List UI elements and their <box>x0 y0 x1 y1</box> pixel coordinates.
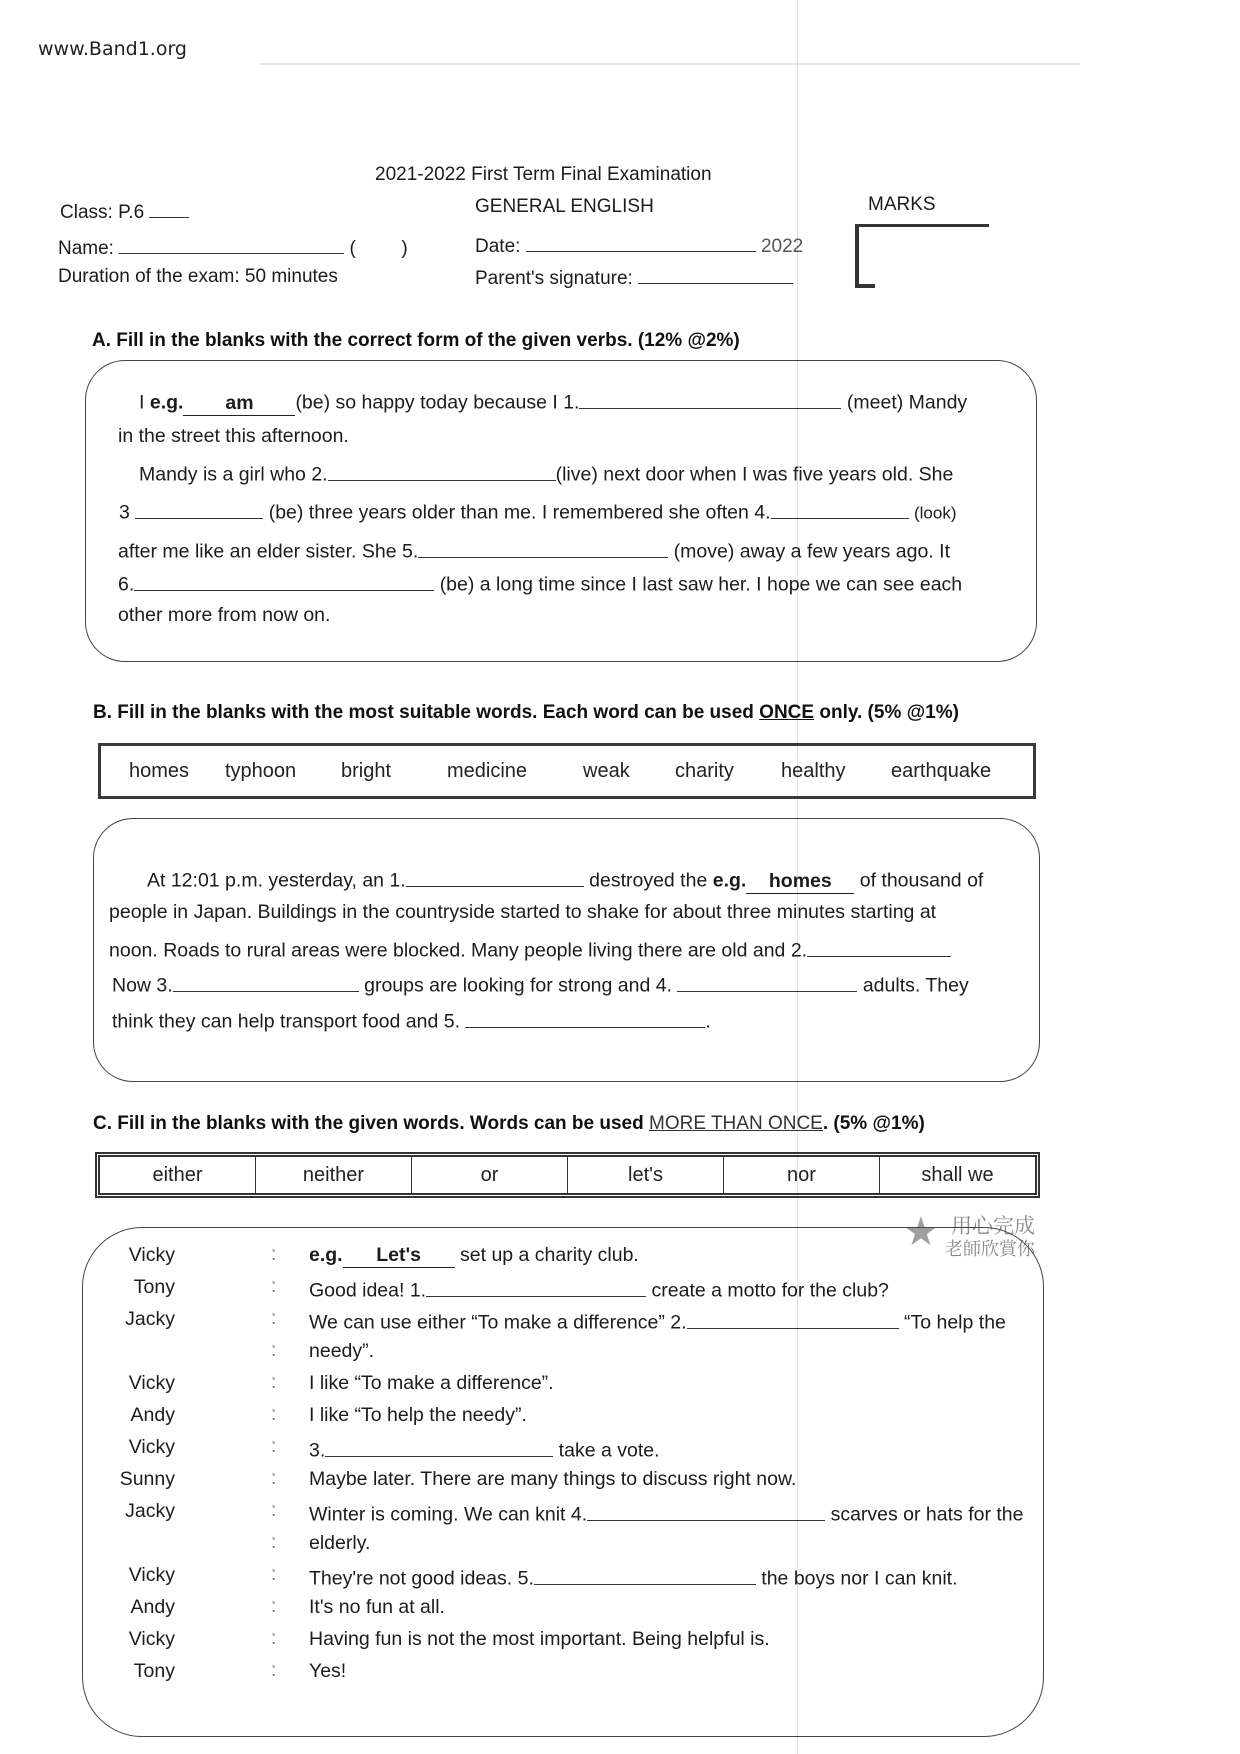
a-blank-4[interactable] <box>771 498 909 519</box>
parent-signature-label: Parent's signature: <box>475 268 633 289</box>
line-text: Having fun is not the most important. Being helpful is. <box>309 1628 770 1650</box>
c-text: set up a charity club. <box>454 1244 639 1266</box>
a-blank-6[interactable] <box>134 570 434 591</box>
c-text: We can use either “To make a difference” 2. <box>309 1311 687 1334</box>
b-text: groups are looking for strong and 4. <box>364 974 678 997</box>
c-title-emphasis: MORE THAN ONCE <box>649 1113 823 1134</box>
scan-line <box>260 63 1080 65</box>
eg-label: e.g. <box>149 391 184 414</box>
duration: Duration of the exam: 50 minutes <box>58 266 338 287</box>
date-field <box>475 232 803 258</box>
c-text: Good idea! 1. <box>309 1279 427 1302</box>
b-title-text: B. Fill in the blanks with the most suitable words. Each word can be used <box>93 702 760 723</box>
colon: : <box>271 1564 277 1585</box>
word-table-cell: nor <box>724 1157 880 1193</box>
date-blank[interactable] <box>526 232 756 252</box>
c-blank-2[interactable] <box>687 1308 899 1329</box>
c-title-text: . (5% @1%) <box>822 1113 925 1134</box>
line-text <box>309 1276 889 1303</box>
c-text: Winter is coming. We can knit 4. <box>309 1503 588 1526</box>
section-a-title: A. Fill in the blanks with the correct form of the given verbs. (12% @2%) <box>92 330 740 351</box>
speaker: Sunny <box>119 1468 175 1490</box>
line-text: Maybe later. There are many things to discuss right now. <box>309 1468 797 1490</box>
word-bank-item: medicine <box>447 760 528 782</box>
c-blank-5[interactable] <box>534 1564 756 1585</box>
line-text <box>309 1436 660 1463</box>
word-bank-item: weak <box>583 760 630 782</box>
b-text: think they can help transport food and 5. <box>112 1010 466 1033</box>
speaker: Vicky <box>128 1564 175 1586</box>
stamp-text-2: 老師欣賞你 <box>945 1239 1035 1259</box>
c-text: the boys nor I can knit. <box>755 1567 958 1590</box>
b-line-3 <box>109 936 951 963</box>
c-text: They're not good ideas. 5. <box>309 1567 534 1590</box>
a-text: I <box>139 391 150 414</box>
colon: : <box>271 1596 277 1617</box>
parent-signature-field <box>475 264 793 290</box>
stamp-text-1: 用心完成 <box>951 1215 1035 1238</box>
a-text: (meet) Mandy <box>846 391 968 414</box>
colon: : <box>271 1340 277 1361</box>
a-text: 6. <box>118 573 135 596</box>
section-b-title <box>93 702 959 724</box>
b-title-text: only. (5% @1%) <box>814 702 959 723</box>
b-blank-2[interactable] <box>807 936 951 957</box>
star-icon: ★ <box>903 1210 939 1254</box>
a-text: (be) three years older than me. I remembered she often 4. <box>268 501 771 524</box>
colon: : <box>271 1436 277 1457</box>
word-bank-item: earthquake <box>891 760 992 782</box>
colon: : <box>271 1244 277 1265</box>
speaker: Vicky <box>128 1244 175 1266</box>
class-blank[interactable] <box>149 198 189 218</box>
word-table-cell: either <box>100 1157 256 1193</box>
marks-box[interactable] <box>855 224 989 285</box>
a-line-6 <box>118 570 962 597</box>
colon: : <box>271 1532 277 1553</box>
class-field <box>60 198 189 224</box>
line-text <box>309 1500 1024 1527</box>
class-label: Class: P.6 <box>60 202 145 223</box>
b-eg-answer: homes <box>746 870 854 894</box>
watermark-url: www.Band1.org <box>38 38 187 60</box>
subject-title: GENERAL ENGLISH <box>475 196 654 217</box>
date-label: Date: <box>475 236 521 257</box>
c-text: create a motto for the club? <box>646 1279 889 1302</box>
name-field <box>58 234 408 260</box>
speaker: Andy <box>130 1596 175 1618</box>
speaker: Jacky <box>125 1500 175 1522</box>
b-text: noon. Roads to rural areas were blocked. Many people living there are old and 2. <box>109 939 808 962</box>
c-eg-answer: Let's <box>343 1244 455 1268</box>
a-line-7: other more from now on. <box>118 604 331 626</box>
word-table-cell: let's <box>568 1157 724 1193</box>
a-line-3 <box>139 460 953 487</box>
a-text: after me like an elder sister. She 5. <box>118 540 419 563</box>
colon: : <box>271 1308 277 1329</box>
section-c-word-table <box>95 1152 1040 1198</box>
b-text: At 12:01 p.m. yesterday, an 1. <box>147 869 406 892</box>
a-text: (be) so happy today because I 1. <box>295 391 580 414</box>
line-text: I like “To help the needy”. <box>309 1404 527 1426</box>
class-no-open: ( <box>349 238 356 259</box>
c-text: 3. <box>309 1439 326 1462</box>
a-text: (look) <box>913 503 957 523</box>
colon: : <box>271 1628 277 1649</box>
colon: : <box>271 1404 277 1425</box>
word-bank-item: typhoon <box>225 760 297 782</box>
section-a-box <box>85 360 1037 662</box>
c-title-text: C. Fill in the blanks with the given words. Words can be used <box>93 1113 650 1134</box>
a-text: (be) a long time since I last saw her. I hope we can see each <box>439 573 963 596</box>
speaker: Vicky <box>128 1436 175 1458</box>
a-blank-3[interactable] <box>135 498 263 519</box>
a-text: Mandy is a girl who 2. <box>139 463 328 486</box>
a-eg-answer: am <box>183 392 295 416</box>
word-bank-item: homes <box>129 760 190 782</box>
line-text: I like “To make a difference”. <box>309 1372 554 1394</box>
c-text: scarves or hats for the <box>825 1503 1024 1526</box>
b-text: destroyed the <box>589 869 713 892</box>
b-text: adults. They <box>862 974 969 997</box>
colon: : <box>271 1276 277 1297</box>
b-blank-1[interactable] <box>406 866 584 887</box>
line-text: needy”. <box>309 1340 375 1362</box>
eg-label: e.g. <box>309 1244 343 1266</box>
speaker: Andy <box>130 1404 175 1426</box>
b-text: Now 3. <box>112 974 173 997</box>
b-blank-5[interactable] <box>465 1007 705 1028</box>
word-table-cell: or <box>412 1157 568 1193</box>
section-b-word-bank <box>98 743 1036 799</box>
c-text: “To help the <box>898 1311 1006 1334</box>
exam-title: 2021-2022 First Term Final Examination <box>375 164 712 185</box>
a-line-2: in the street this afternoon. <box>118 425 349 447</box>
name-blank[interactable] <box>119 234 344 254</box>
b-blank-3[interactable] <box>173 971 359 992</box>
word-bank-item: charity <box>675 760 734 782</box>
a-blank-2[interactable] <box>328 460 556 481</box>
speaker: Tony <box>133 1276 175 1298</box>
colon: : <box>271 1500 277 1521</box>
a-blank-1[interactable] <box>579 388 841 409</box>
a-line-5 <box>118 537 950 564</box>
speaker: Tony <box>133 1660 175 1682</box>
line-text <box>309 1308 1006 1335</box>
section-b-box <box>93 818 1040 1082</box>
line-text <box>309 1564 957 1591</box>
word-table-cell: neither <box>256 1157 412 1193</box>
parent-signature-blank[interactable] <box>638 264 793 284</box>
name-label: Name: <box>58 238 114 259</box>
b-line-5 <box>112 1007 711 1034</box>
colon: : <box>271 1660 277 1681</box>
b-blank-4[interactable] <box>677 971 857 992</box>
b-text: of thousand of <box>854 869 984 892</box>
a-text: 3 <box>119 501 130 524</box>
speaker: Vicky <box>128 1372 175 1394</box>
b-text: . <box>705 1010 711 1033</box>
line-text: elderly. <box>309 1532 371 1554</box>
b-title-emphasis: ONCE <box>759 702 815 723</box>
speaker: Jacky <box>125 1308 175 1330</box>
section-c-box <box>82 1227 1044 1737</box>
word-table-cell: shall we <box>921 1164 994 1186</box>
line-text: It's no fun at all. <box>309 1596 445 1618</box>
c-blank-3[interactable] <box>325 1436 553 1457</box>
word-bank-item: bright <box>341 760 392 782</box>
speaker: Vicky <box>128 1628 175 1650</box>
a-blank-5[interactable] <box>418 537 668 558</box>
a-line-1 <box>139 388 967 416</box>
c-text: take a vote. <box>553 1439 660 1462</box>
word-bank-item: healthy <box>781 760 846 782</box>
c-blank-1[interactable] <box>426 1276 646 1297</box>
eg-label: e.g. <box>712 869 747 892</box>
marks-label: MARKS <box>868 194 936 215</box>
date-year: 2022 <box>760 236 804 257</box>
b-line-1 <box>147 866 983 894</box>
colon: : <box>271 1468 277 1489</box>
a-line-4 <box>119 498 956 525</box>
line-text: Yes! <box>309 1660 347 1682</box>
section-c-title <box>93 1113 925 1135</box>
b-line-2: people in Japan. Buildings in the countryside started to shake for about three minutes starting at <box>109 901 937 923</box>
c-blank-4[interactable] <box>587 1500 825 1521</box>
colon: : <box>271 1372 277 1393</box>
line-text <box>309 1244 639 1268</box>
a-text: (move) away a few years ago. It <box>673 540 951 563</box>
class-no-close: ) <box>401 238 408 259</box>
b-line-4 <box>112 971 969 998</box>
a-text: (live) next door when I was five years old. She <box>555 463 954 486</box>
